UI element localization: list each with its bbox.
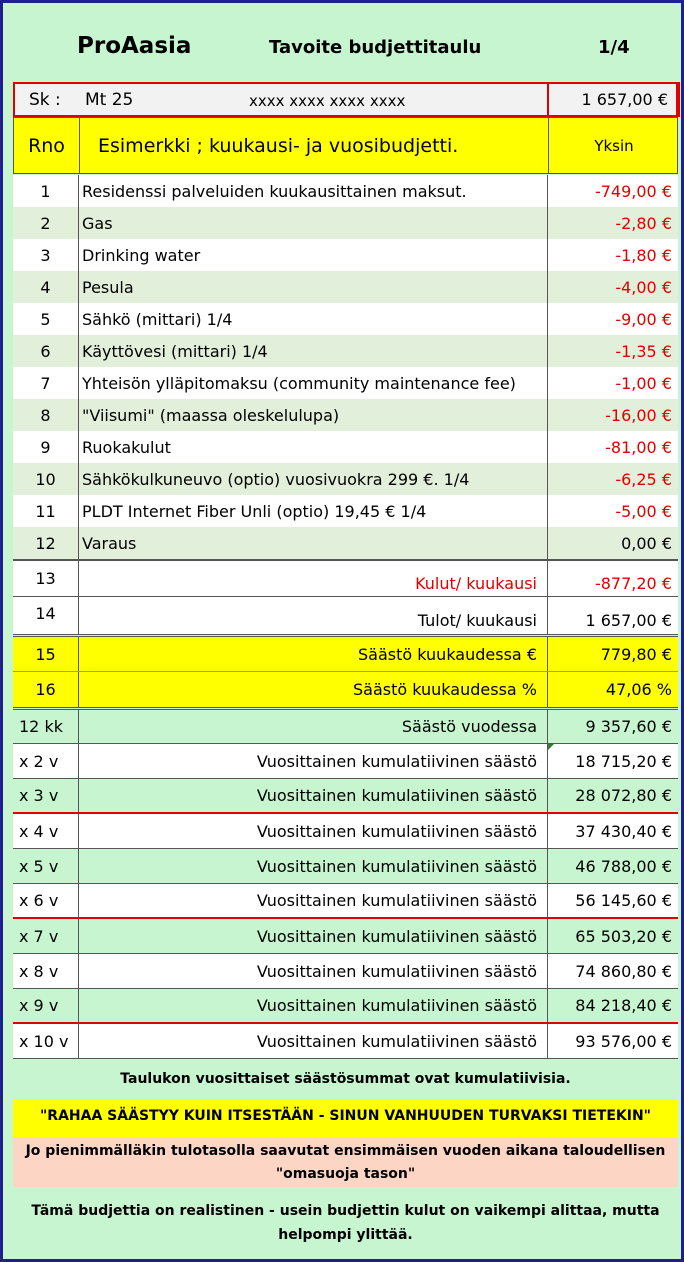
savings-row-eur [13,636,678,672]
expense-row [13,271,678,303]
savings-row-percent [13,672,678,708]
page-number: 1/4 [598,37,630,58]
header-description: Esimerkki ; kuukausi- ja vuosibudjetti. [80,118,549,173]
row-label: Käyttövesi (mittari) 1/4 [79,335,548,367]
row-value: -877,20 € [594,574,672,593]
row-value: 56 145,60 € [575,891,672,910]
footer-note-line-2: "omasuoja tason" [275,1166,416,1182]
row-label: "Viisumi" (maassa oleskelulupa) [79,399,548,431]
expense-row [13,463,678,495]
yearly-row [13,884,678,919]
row-label: Säästö kuukaudessa % [79,672,548,707]
header-rno: Rno [14,118,80,173]
row-value: -749,00 € [594,181,672,201]
row-value: 65 503,20 € [575,926,672,946]
totals-row-income [13,597,678,635]
expense-row [13,303,678,335]
row-value: -2,80 € [615,213,672,233]
expense-row [13,495,678,527]
row-number: 16 [13,672,79,707]
expense-row [13,335,678,367]
row-label: Vuosittainen kumulatiivinen säästö [79,744,548,778]
yearly-row [13,1024,678,1059]
expense-row [13,367,678,399]
row-label: Sähkökulkuneuvo (optio) vuosivuokra 299 €. 1/4 [79,463,548,495]
expense-row [13,399,678,431]
row-value: 74 860,80 € [575,961,672,981]
row-label: Varaus [79,527,548,559]
row-number: 9 [13,431,79,463]
row-value: 779,80 € [600,644,672,664]
footer-note-cumulative [13,1061,678,1099]
row-value: -4,00 € [615,277,672,297]
row-value: -1,00 € [615,373,672,393]
account-balance-box [547,82,680,117]
account-number: xxxx xxxx xxxx xxxx [249,92,406,110]
row-label: Vuosittainen kumulatiivinen säästö [79,1024,548,1058]
row-number: 14 [13,597,79,634]
row-number: 13 [13,561,79,596]
row-number: x 2 v [13,744,79,778]
row-number: 15 [13,637,79,671]
footer-slogan [13,1099,678,1137]
row-number: x 9 v [13,989,79,1022]
row-label: Gas [79,207,548,239]
row-number: 4 [13,271,79,303]
row-label: Residenssi palveluiden kuukausittainen maksut. [79,175,548,207]
row-label: Säästö kuukaudessa € [79,637,548,671]
yearly-row [13,919,678,954]
row-value: -6,25 € [615,469,672,489]
totals-row-expenses [13,559,678,597]
account-row [13,82,678,117]
row-value: 84 218,40 € [575,996,672,1015]
yearly-row [13,779,678,814]
footer-note-line-1: Jo pienimmälläkin tulotasolla saavutat ensimmäisen vuoden aikana taloudellisen [25,1143,666,1159]
row-value: -5,00 € [615,501,672,521]
row-number: 3 [13,239,79,271]
footer-slogan-text: "RAHAA SÄÄSTYY KUIN ITSESTÄÄN - SINUN VANHUUDEN TURVAKSI TIETEKIN" [40,1108,651,1124]
row-value: -81,00 € [605,437,672,457]
table-header [13,117,678,174]
row-number: x 3 v [13,779,79,812]
row-number: 8 [13,399,79,431]
row-value: 28 072,80 € [575,786,672,805]
row-label: PLDT Internet Fiber Unli (optio) 19,45 € 1/4 [79,495,548,527]
row-value: 1 657,00 € [585,611,672,630]
row-value: 18 715,20 € [575,751,672,771]
row-label: Vuosittainen kumulatiivinen säästö [79,849,548,883]
row-number: 2 [13,207,79,239]
row-value: 47,06 % [605,680,672,699]
row-value: 37 430,40 € [575,821,672,841]
row-number: 6 [13,335,79,367]
row-number: 10 [13,463,79,495]
row-label: Kulut/ kuukausi [79,561,548,596]
row-value: -9,00 € [615,309,672,329]
row-number: 11 [13,495,79,527]
row-label: Tulot/ kuukausi [79,597,548,634]
row-value: -1,35 € [615,341,672,361]
row-number: x 4 v [13,814,79,848]
row-number: x 5 v [13,849,79,883]
row-label: Pesula [79,271,548,303]
row-value: 46 788,00 € [575,856,672,876]
row-number: x 8 v [13,954,79,988]
brand-title: ProAasia [77,33,192,59]
row-number: x 10 v [13,1024,79,1058]
row-label: Sähkö (mittari) 1/4 [79,303,548,335]
row-number: 12 kk [13,710,79,743]
account-balance: 1 657,00 € [581,90,668,109]
row-label: Vuosittainen kumulatiivinen säästö [79,989,548,1022]
row-number: x 7 v [13,919,79,953]
yearly-row [13,814,678,849]
yearly-row [13,709,678,744]
row-value: -16,00 € [605,405,672,425]
row-label: Vuosittainen kumulatiivinen säästö [79,954,548,988]
yearly-row [13,954,678,989]
row-label: Vuosittainen kumulatiivinen säästö [79,814,548,848]
row-label: Yhteisön ylläpitomaksu (community maintenance fee) [79,367,548,399]
row-number: 12 [13,527,79,559]
expense-row [13,527,678,559]
page-title: Tavoite budjettitaulu [269,37,482,58]
yearly-row [13,849,678,884]
row-value: 93 576,00 € [575,1031,672,1051]
expense-row [13,175,678,207]
row-number: x 6 v [13,884,79,917]
yearly-row [13,989,678,1024]
row-label: Ruokakulut [79,431,548,463]
yearly-row [13,744,678,779]
row-value: -1,80 € [615,245,672,265]
footer-note-line-1: Tämä budjettia on realistinen - usein budjettin kulut on vaikempi alittaa, mutta [31,1203,660,1219]
header-yksin: Yksin [594,136,634,155]
expense-row [13,239,678,271]
expense-row [13,207,678,239]
row-label: Vuosittainen kumulatiivinen säästö [79,884,548,917]
footer-note-income [13,1137,678,1187]
footer-note-text: Taulukon vuosittaiset säästösummat ovat kumulatiivisia. [120,1071,571,1087]
row-label: Vuosittainen kumulatiivinen säästö [79,919,548,953]
account-label: Sk : [29,90,61,110]
cell-comment-marker-icon [548,744,554,750]
row-value: 0,00 € [621,533,672,553]
footer-note-line-2: helpompi ylittää. [278,1227,413,1243]
row-number: 7 [13,367,79,399]
footer-note-realistic [13,1197,678,1249]
row-label: Vuosittainen kumulatiivinen säästö [79,779,548,812]
row-number: 1 [13,175,79,207]
row-label: Säästö vuodessa [79,710,548,743]
account-name: Mt 25 [85,90,134,110]
row-value: 9 357,60 € [585,717,672,736]
row-label: Drinking water [79,239,548,271]
expense-row [13,431,678,463]
row-number: 5 [13,303,79,335]
